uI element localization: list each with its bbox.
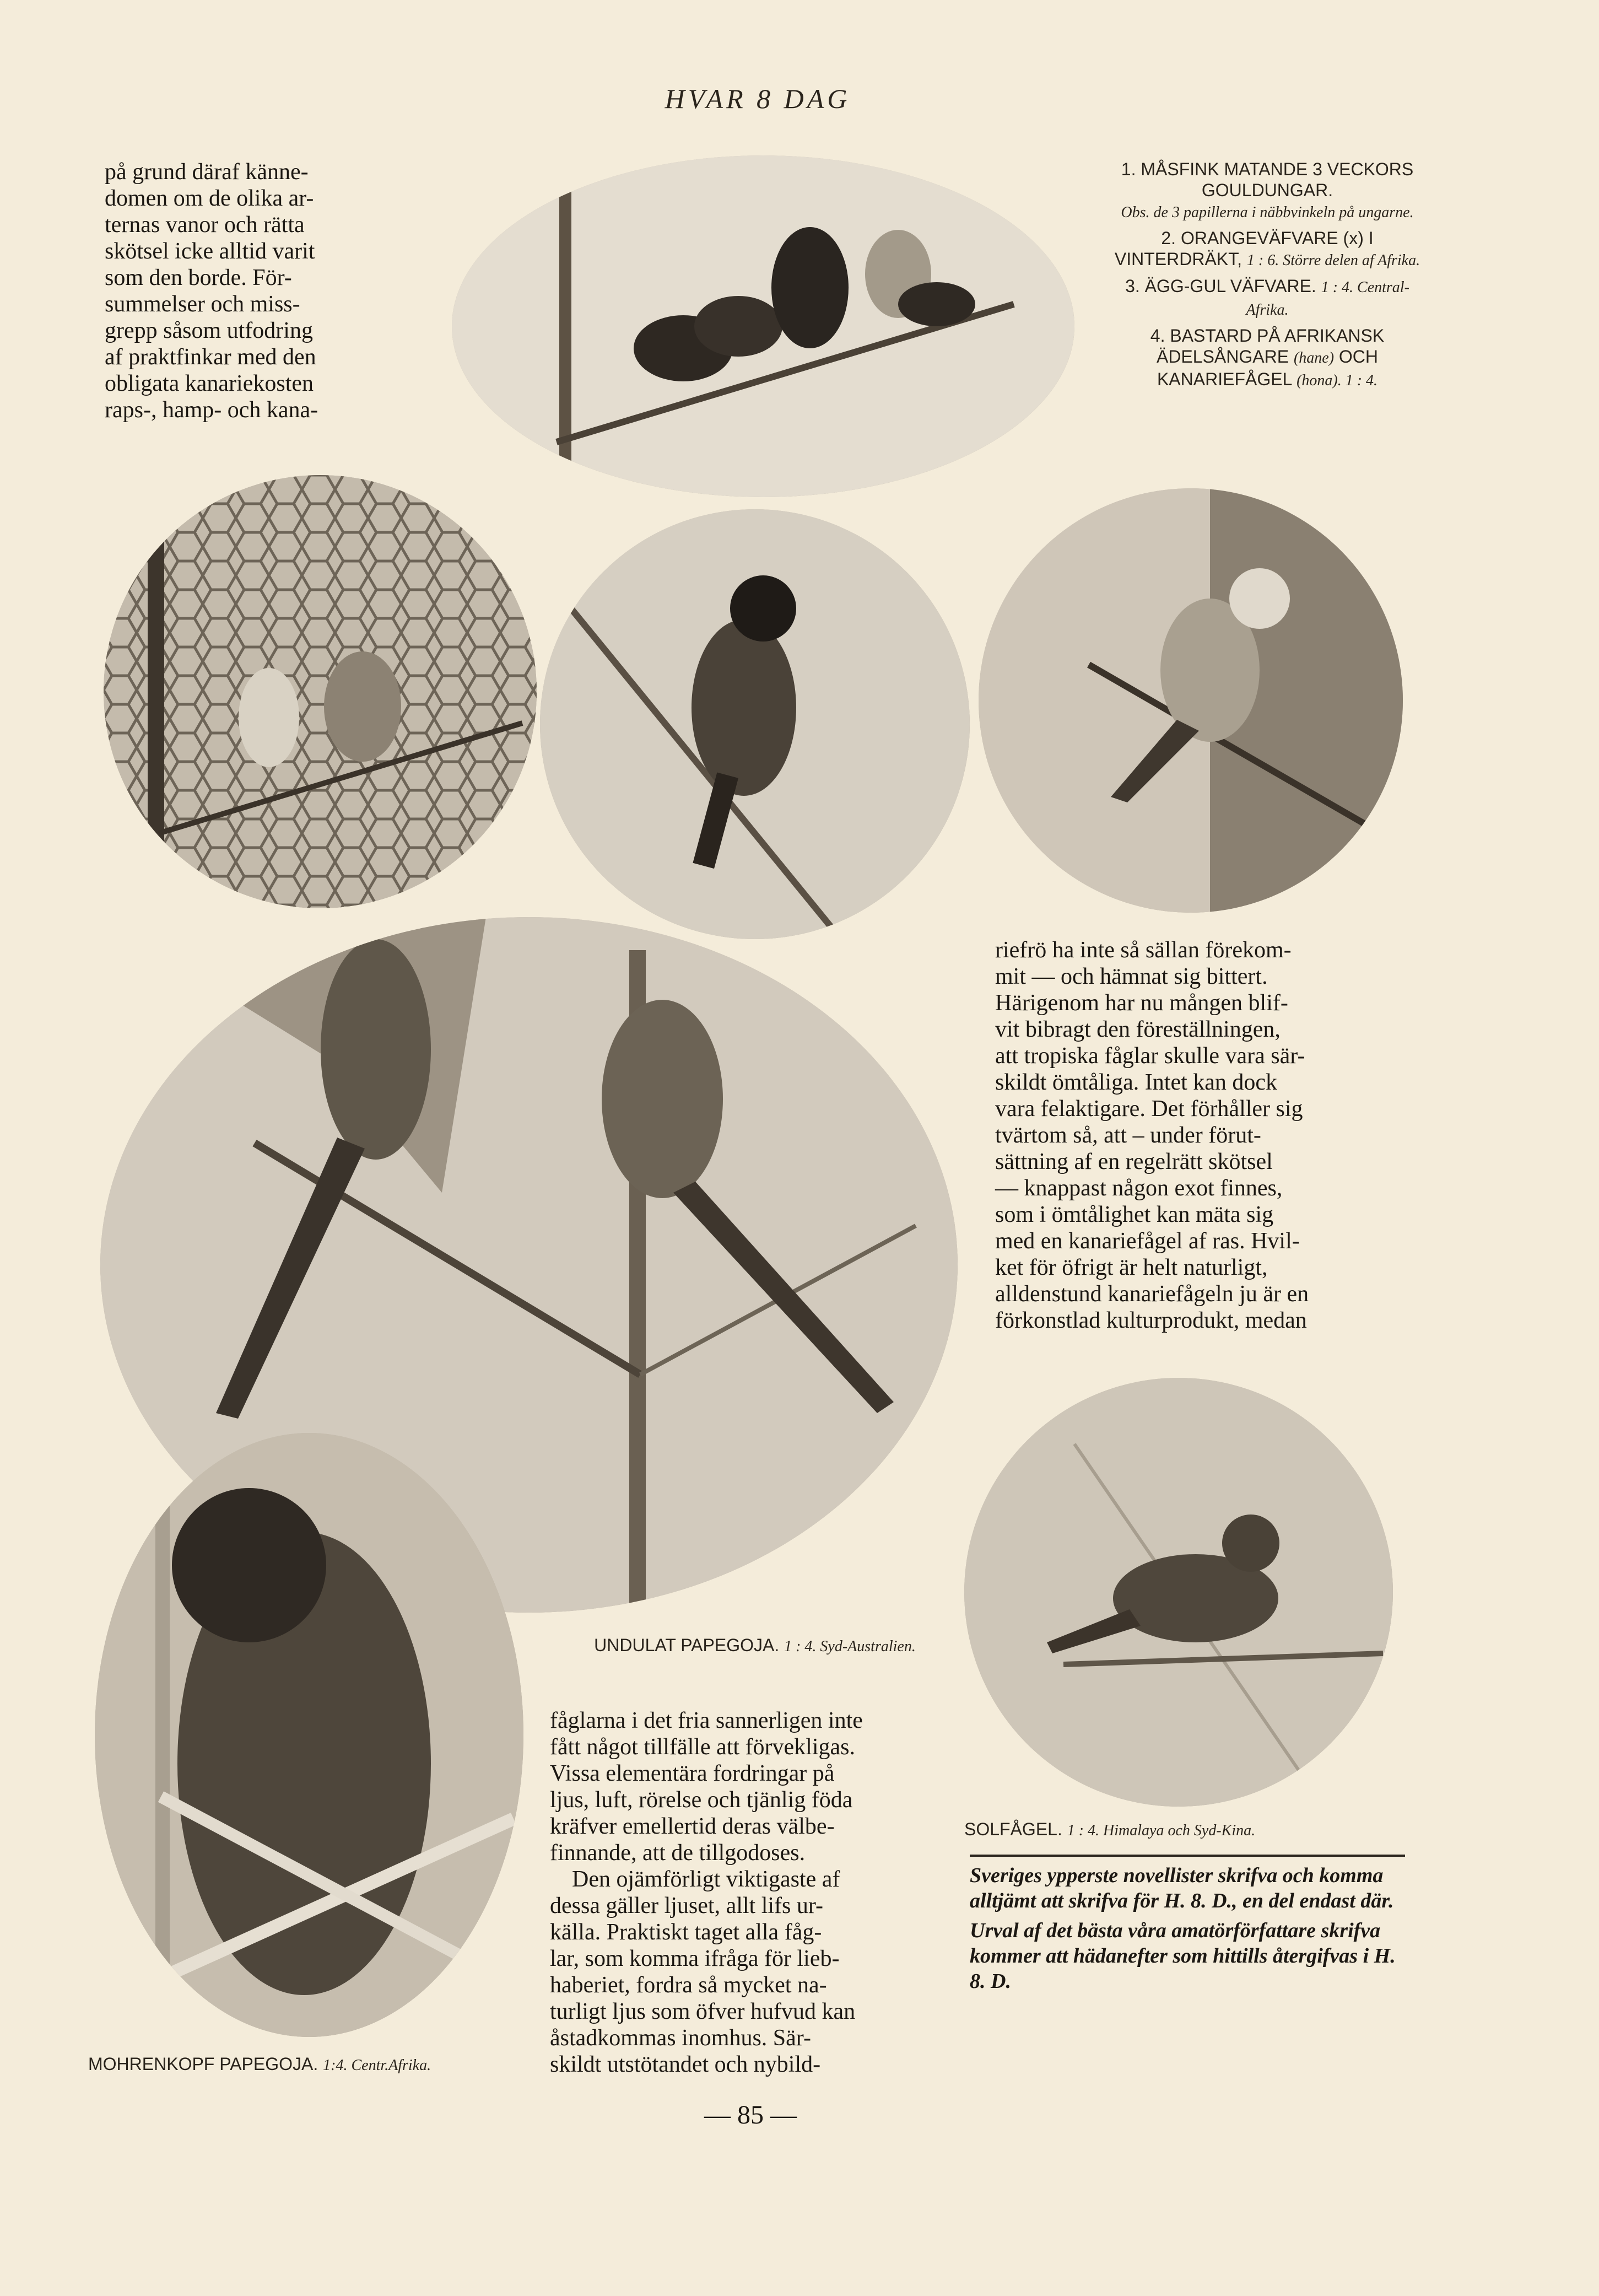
caption-solfagel [964,1819,1400,1841]
text-line: källa. Praktiskt taget alla fåg- [550,1920,822,1945]
notice-block [970,1863,1405,1998]
text-line: finnande, att de tillgodoses. [550,1840,806,1866]
text-line: dessa gäller ljuset, allt lifs ur- [550,1893,824,1918]
text-line: som den borde. För- [105,265,292,290]
caption-4-title-2: OCH KANARIEFÅGEL [1157,347,1379,389]
notice-paragraph-2: Urval af det bästa våra amatörförfattare skrifva kommer att hädanefter som hittills återgifvas i H. 8. D. [970,1919,1396,1993]
caption-4-note: (hona). 1 : 4. [1297,372,1378,389]
notice-divider [970,1855,1405,1857]
text-line: kräfver emellertid deras välbe- [550,1814,835,1839]
caption-1-title: 1. MÅSFINK MATANDE 3 VECKORS GOULDUNGAR. [1121,159,1414,200]
caption-mohrenkopf-note: 1:4. Centr.Afrika. [323,2057,431,2074]
caption-solfagel-note: 1 : 4. Himalaya och Syd-Kina. [1067,1822,1256,1839]
caption-solfagel-title: SOLFÅGEL. [964,1819,1062,1839]
photo-mohrenkopf [95,1433,523,2037]
text-line: åstadkommas inomhus. Sär- [550,2025,811,2051]
text-line: ket för öfrigt är helt naturligt, [995,1255,1268,1280]
text-line: fåglarna i det fria sannerligen inte [550,1708,863,1733]
text-line: skildt ömtåliga. Intet kan dock [995,1070,1278,1095]
text-line: haberiet, fordra så mycket na- [550,1972,827,1998]
text-line: sättning af en regelrätt skötsel [995,1149,1273,1174]
text-line: af praktfinkar med den [105,344,316,370]
text-line: raps-, hamp- och kana- [105,397,318,423]
caption-2-title: 2. ORANGEVÄFVARE (x) I VINTERDRÄKT, [1114,228,1374,269]
caption-3-title: 3. ÄGG-GUL VÄFVARE. [1125,276,1316,296]
text-column-bottom-center [550,1707,947,2078]
text-line: riefrö ha inte så sällan förekom- [995,937,1292,963]
caption-undulat [562,1635,948,1657]
text-column-top-left [105,159,397,423]
text-line: tvärtom så, att – under förut- [995,1123,1261,1148]
photo-orangevafvare [104,475,537,908]
photo-solfagel [964,1378,1393,1807]
caption-4 [1113,325,1422,391]
caption-2-note: 1 : 6. Större delen af Afrika. [1246,252,1420,269]
text-line: skötsel icke alltid varit [105,239,315,264]
text-column-right-middle [995,937,1408,1334]
caption-1-note: Obs. de 3 papillerna i näbbvinkeln på ungarne. [1121,204,1414,221]
caption-4-sex: (hane) [1293,349,1335,367]
text-line: lar, som komma ifråga för lieb- [550,1946,840,1971]
notice-paragraph-1: Sveriges ypperste novellister skrifva och komma alltjämt att skrifva för H. 8. D., en del endast där. [970,1864,1394,1912]
text-line: Den ojämförligt viktigaste af [572,1867,840,1892]
text-line: grepp såsom utfodring [105,318,313,343]
text-line: skildt utstötandet och nybild- [550,2052,821,2077]
text-line: vit bibragt den föreställningen, [995,1017,1281,1042]
caption-block-top-right [1113,159,1422,391]
caption-mohrenkopf [88,2054,545,2076]
caption-3 [1113,276,1422,321]
text-line: förkonstlad kulturprodukt, medan [995,1308,1307,1333]
text-line: obligata kanariekosten [105,371,314,396]
caption-3-note: 1 : 4. Central-Afrika. [1246,279,1409,319]
caption-1 [1113,159,1422,223]
text-line: Härigenom har nu mången blif- [995,990,1288,1016]
caption-undulat-note: 1 : 4. Syd-Australien. [784,1638,916,1655]
photo-agg-gul-vafvare [540,509,970,939]
text-line: mit — och hämnat sig bittert. [995,964,1268,989]
page-header: HVAR 8 DAG [665,83,851,114]
text-line: — knappast någon exot finnes, [995,1176,1283,1201]
text-line: med en kanariefågel af ras. Hvil- [995,1228,1300,1254]
text-line: ljus, luft, rörelse och tjänlig föda [550,1787,853,1813]
text-line: fått något tillfälle att förvekligas. [550,1734,855,1760]
text-line: summelser och miss- [105,292,300,317]
photo-bastard [979,488,1403,913]
text-line: turligt ljus som öfver hufvud kan [550,1999,856,2024]
text-line: vara felaktigare. Det förhåller sig [995,1096,1303,1122]
text-line: ternas vanor och rätta [105,212,305,238]
text-line: som i ömtålighet kan mäta sig [995,1202,1274,1227]
page-number: — 85 — [704,2100,797,2130]
caption-2 [1113,228,1422,271]
caption-mohrenkopf-title: MOHRENKOPF PAPEGOJA. [88,2054,318,2074]
text-line: alldenstund kanariefågeln ju är en [995,1281,1309,1307]
photo-masfink [452,155,1074,497]
text-line: domen om de olika ar- [105,186,314,211]
text-line: Vissa elementära fordringar på [550,1761,835,1786]
text-line: på grund däraf känne- [105,159,309,185]
caption-undulat-title: UNDULAT PAPEGOJA. [594,1635,780,1655]
caption-4-title: 4. BASTARD PÅ AFRIKANSK ÄDELSÅNGARE [1150,326,1385,367]
text-line: att tropiska fåglar skulle vara sär- [995,1043,1305,1069]
